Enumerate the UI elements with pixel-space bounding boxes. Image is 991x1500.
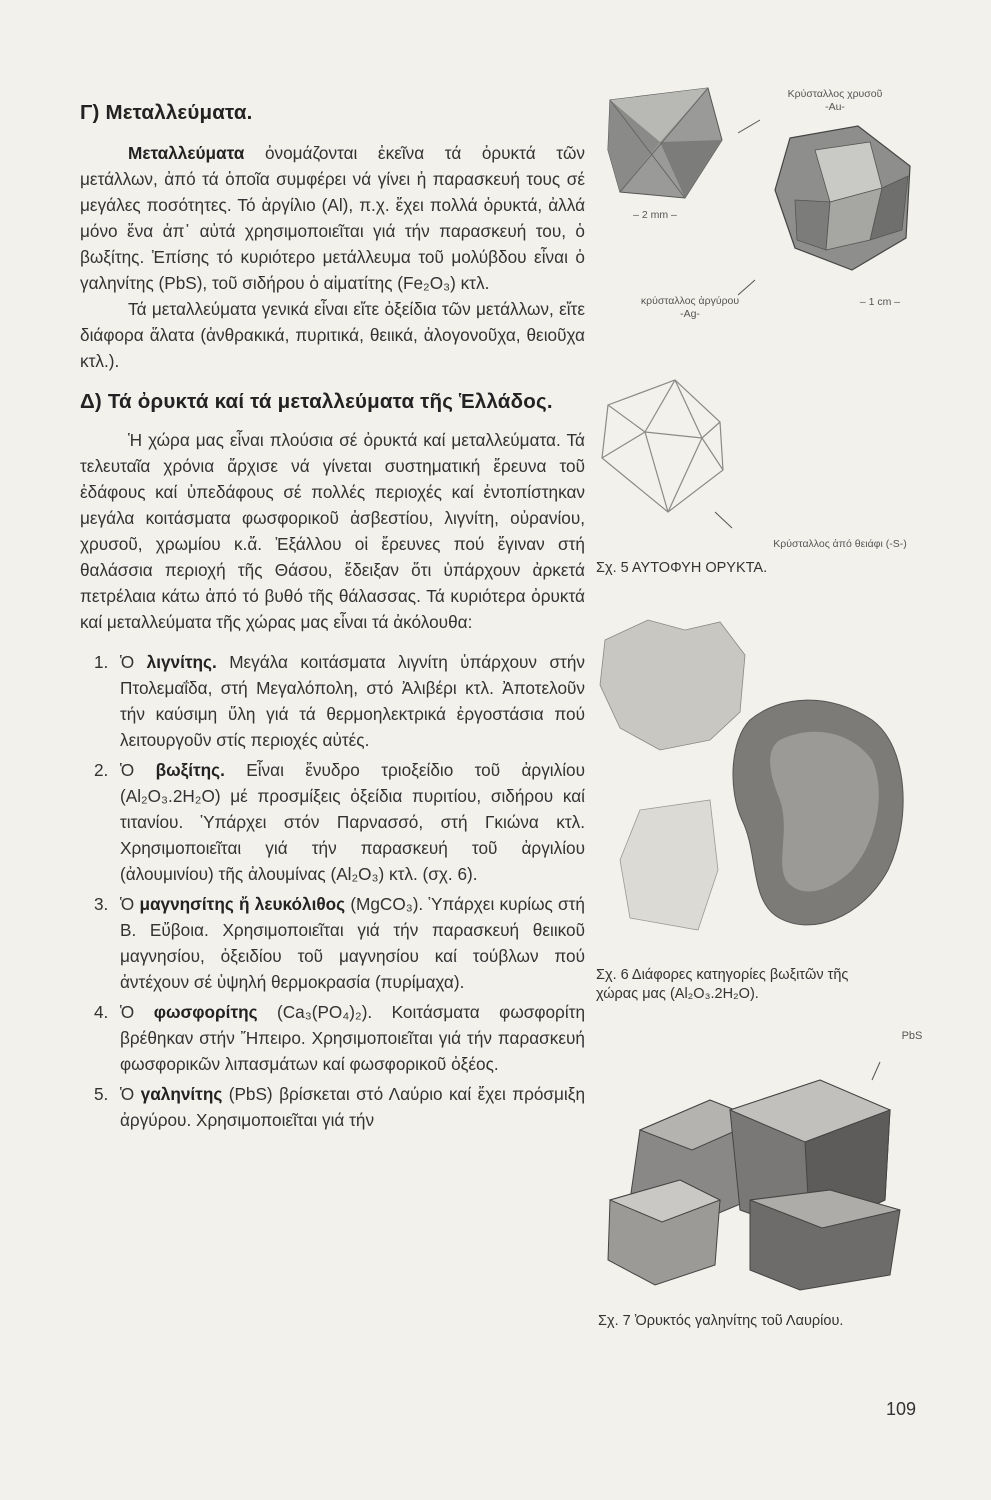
label-sulfur-crystal: Κρύσταλλος ἀπό θειάφι (-S-) — [773, 538, 907, 550]
list-item-number: 5. — [94, 1084, 109, 1104]
list-item — [80, 1081, 585, 1133]
paragraph-ores-types: Τά μεταλλεύματα γενικά εἶναι εἴτε ὀξείδια τῶν μετάλλων, εἴτε διάφορα ἅλατα (ἀνθρακικά, πυριτικά, θειικά, ἀλογονοῦχα, θειοῦχα κτλ.). — [80, 299, 585, 371]
list-item-article: Ὁ — [120, 760, 156, 780]
text-column — [80, 100, 585, 1137]
list-item-text: Εἶναι ἔνυδρο τριοξείδιο τοῦ ἀργιλίου (Al₂O₃.2H₂O) μέ προσμίξεις ὀξείδια πυριτίου, σιδήρου καί τιτανίου. Ὑπάρχει στόν Παρνασσό, στή Γκιώνα κτλ. Χρησιμοποιεῖται γιά τήν παρασκευή τοῦ ἀργιλίου (ἀλουμινίου) τῆς ἀλουμίνας (Al₂O₃) κτλ. (σχ. 6). — [120, 760, 585, 884]
pointer-line-silver — [738, 280, 755, 295]
caption-figure-6-line-1: Σχ. 6 Διάφορες κατηγορίες βωξιτῶν τῆς — [596, 967, 849, 983]
list-item-term: γαληνίτης — [140, 1084, 223, 1104]
figure-galena — [600, 1050, 940, 1300]
bauxite-sample-crystal-drawing — [620, 800, 718, 930]
paragraph-ores-definition-text: ὀνομάζονται ἐκεῖνα τά ὀρυκτά τῶν μετάλλων, ἀπό τά ὁποῖα συμφέρει νά γίνει ἡ παρασκευή τους σέ μεγάλες ποσότητες. Τό ἀργίλιο (Al), π.χ. ἔχει πολλά ὀρυκτά, ἀλλά μόνο ἕνα ἀπ᾽ αὐτά χρησιμοποιεῖται γιά τήν παρασκευή του, ὁ βωξίτης. Ἐπίσης τό κυριότερο μετάλλευμα τοῦ μολύβδου εἶναι ὁ γαληνίτης (PbS), τοῦ σιδήρου ὁ αἱματίτης (Fe₂O₃) κτλ. — [80, 143, 585, 293]
caption-figure-6-line-2: χώρας μας (Al₂O₃.2H₂O). — [596, 986, 759, 1002]
scale-1cm: – 1 cm – — [859, 296, 901, 308]
figure-bauxite-samples — [590, 600, 920, 960]
heading-greek-minerals: Δ) Τά ὀρυκτά καί τά μεταλλεύματα τῆς Ἑλλάδος. — [80, 390, 553, 413]
list-item-text: (PbS) βρίσκεται στό Λαύριο καί ἔχει πρόσμιξη ἀργύρου. Χρησιμοποιεῖται γιά τήν — [120, 1084, 585, 1130]
label-gold-symbol: -Au- — [825, 101, 845, 113]
paragraph-ores-definition — [80, 140, 585, 296]
list-item — [80, 891, 585, 995]
list-item-article: Ὁ — [120, 1084, 141, 1104]
list-item-term: φωσφορίτης — [153, 1002, 258, 1022]
caption-figure-7: Σχ. 7 Ὀρυκτός γαληνίτης τοῦ Λαυρίου. — [598, 1313, 844, 1329]
silver-octahedron-drawing — [602, 380, 723, 512]
scale-2mm: – 2 mm – — [633, 209, 677, 221]
list-item-number: 1. — [94, 652, 109, 672]
label-pbs: PbS — [901, 1030, 923, 1042]
pointer-line-pbs — [872, 1062, 880, 1080]
list-item — [80, 757, 585, 887]
list-item-text: (Ca₃(PO₄)₂). Κοιτάσματα φωσφορίτη βρέθηκαν στήν Ἤπειρο. Χρησιμοποιεῖται γιά τήν παρασκευή φωσφορικῶν λιπασμάτων καί φωσφορικοῦ ὀξέος. — [120, 1002, 586, 1074]
list-item-number: 3. — [94, 894, 109, 914]
label-silver-crystal — [605, 295, 775, 321]
list-item-number: 4. — [94, 1002, 109, 1022]
pointer-line-sulfur — [715, 512, 732, 528]
list-item-article: Ὁ — [120, 1002, 154, 1022]
pointer-line-gold — [738, 120, 760, 133]
galena-crystal-drawing — [608, 1080, 900, 1290]
list-item-number: 2. — [94, 760, 109, 780]
list-item-text: (MgCO₃). Ὑπάρχει κυρίως στή Β. Εὔβοια. Χρησιμοποιεῖται γιά τήν παρασκευή θειικοῦ μαγνησίου, ὀξειδίου τοῦ μαγνησίου καί τούβλων πού ἀντέχουν σέ ὑψηλή θερμοκρασία (πυρίμαχα). — [120, 894, 585, 992]
list-item-article: Ὁ — [120, 652, 147, 672]
label-silver-name: κρύσταλλος ἀργύρου — [640, 295, 740, 307]
caption-figure-6 — [596, 966, 848, 1004]
list-item-term: μαγνησίτης ἤ λευκόλιθος — [139, 894, 346, 914]
gold-octahedron-drawing — [608, 88, 722, 198]
list-item — [80, 999, 585, 1077]
figure-native-minerals — [590, 80, 920, 570]
list-item-term: λιγνίτης. — [146, 652, 217, 672]
caption-figure-5: Σχ. 5 ΑΥΤΟΦΥΗ ΟΡΥΚΤΑ. — [596, 560, 768, 576]
list-item-article: Ὁ — [120, 894, 140, 914]
label-silver-symbol: -Ag- — [680, 308, 700, 320]
list-item-text: Μεγάλα κοιτάσματα λιγνίτη ὑπάρχουν στήν Πτολεμαΐδα, στή Μεγαλόπολη, στό Ἀλιβέρι κτλ. Ἀποτελοῦν τήν καύσιμη ὕλη γιά τά θερμοηλεκτρικά ἐργοστάσια πού λειτουργοῦν στίς περιοχές αὐτές. — [120, 652, 585, 750]
label-gold-name: Κρύσταλλος χρυσοῦ — [787, 88, 883, 100]
minerals-list — [80, 649, 585, 1133]
term-ores: Μεταλλεύματα — [128, 143, 245, 163]
list-item — [80, 649, 585, 753]
gold-cuboctahedron-drawing — [775, 126, 910, 270]
paragraph-greek-minerals: Ἡ χώρα μας εἶναι πλούσια σέ ὀρυκτά καί μεταλλεύματα. Τά τελευταῖα χρόνια ἄρχισε νά γίνεται συστηματική ἔρευνα τοῦ ἐδάφους καί ὑπεδάφους σέ πολλές περιοχές καί ἐντοπίστηκαν μεγάλα κοιτάσματα φωσφορικοῦ ἀσβεστίου, λιγνίτη, οὐρανίου, χρυσοῦ, χρωμίου κ.ἄ. Ἐξάλλου οἱ ἔρευνες πού ἔγιναν στή θαλάσσια περιοχή τῆς Θάσου, ἔδειξαν ὅτι ὑπάρχουν ἀρκετά πετρέλαια κάτω ἀπό τό βυθό τῆς θάλασσας. Τά κυριότερα ὀρυκτά καί μεταλλεύματα τῆς χώρας μας εἶναι τά ἀκόλουθα: — [80, 430, 585, 632]
bauxite-sample-light-drawing — [600, 620, 745, 750]
page-number: 109 — [886, 1399, 917, 1419]
label-gold-crystal — [770, 88, 900, 114]
heading-ores: Γ) Μεταλλεύματα. — [80, 101, 253, 124]
list-item-term: βωξίτης. — [155, 760, 225, 780]
